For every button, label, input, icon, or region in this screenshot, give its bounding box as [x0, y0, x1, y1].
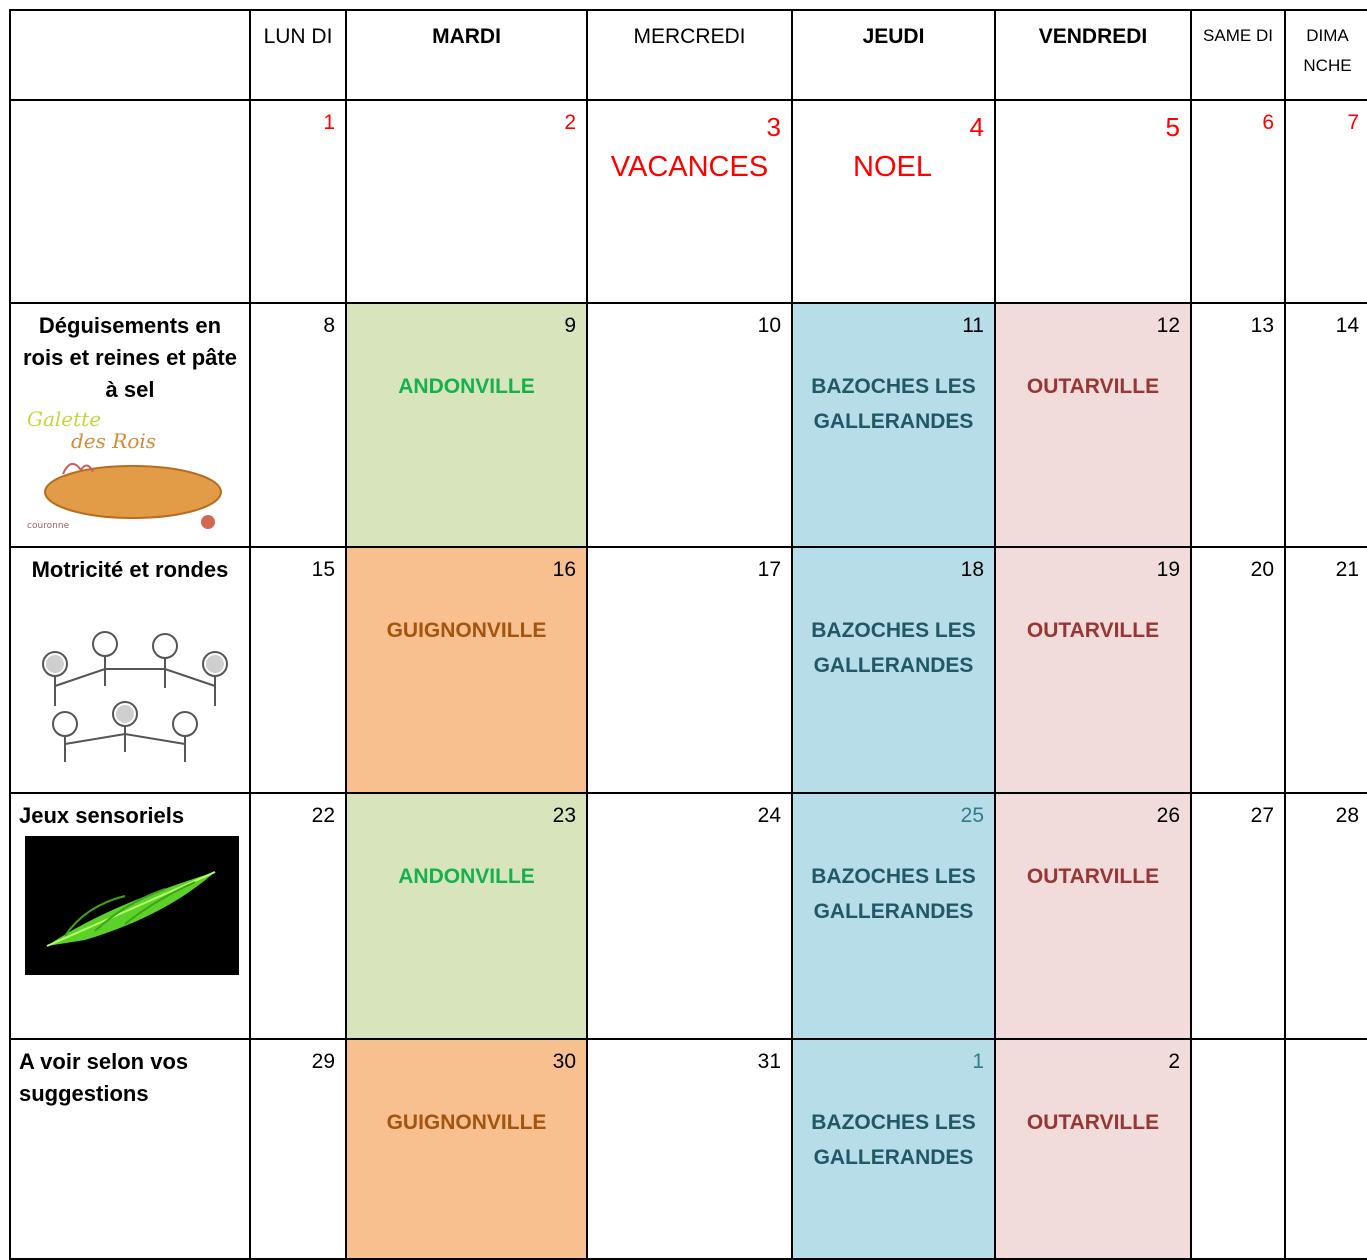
- day-number: 1: [972, 1050, 984, 1073]
- day-cell: [1191, 100, 1285, 303]
- day-cell: [250, 100, 346, 303]
- day-cell: [250, 1039, 346, 1259]
- day-cell: [587, 100, 792, 303]
- day-label: MERCREDI: [633, 25, 746, 48]
- header-tuesday: [346, 10, 587, 100]
- day-number: 14: [1335, 314, 1359, 337]
- day-cell: [1285, 1039, 1367, 1259]
- day-number: 17: [757, 558, 781, 581]
- day-number: 31: [757, 1050, 781, 1073]
- day-number: 2: [564, 111, 576, 134]
- week-row-3: [10, 547, 1367, 793]
- round-dance-illustration: [25, 624, 239, 784]
- header-friday: [995, 10, 1191, 100]
- day-cell: [346, 100, 587, 303]
- week-row-2: [10, 303, 1367, 547]
- theme-title: A voir selon vos suggestions: [19, 1049, 189, 1106]
- day-number: 6: [1262, 111, 1274, 134]
- header-sunday: [1285, 10, 1367, 100]
- day-label: DIMA NCHE: [1303, 26, 1352, 75]
- day-cell: [1285, 100, 1367, 303]
- day-cell-andonville: [346, 303, 587, 547]
- theme-title: Jeux sensoriels: [19, 803, 185, 828]
- location-label: OUTARVILLE: [1026, 865, 1160, 888]
- day-cell-andonville: [346, 793, 587, 1039]
- week-row-5: [10, 1039, 1367, 1259]
- day-cell-outarville: [995, 793, 1191, 1039]
- week-row-1: [10, 100, 1367, 303]
- day-cell: [1285, 547, 1367, 793]
- theme-title: Déguisements en rois et reines et pâte à sel: [23, 313, 237, 402]
- day-number: 20: [1250, 558, 1274, 581]
- header-saturday: [1191, 10, 1285, 100]
- day-number: 1: [323, 111, 335, 134]
- day-number: 18: [960, 558, 984, 581]
- location-label: BAZOCHES LES GALLERANDES: [811, 619, 976, 677]
- location-label: GUIGNONVILLE: [386, 619, 547, 642]
- day-cell-outarville: [995, 547, 1191, 793]
- day-number: 10: [757, 314, 781, 337]
- day-cell: [587, 303, 792, 547]
- svg-text:Galette: Galette: [27, 407, 102, 431]
- day-number: 5: [1165, 112, 1180, 142]
- corner-cell: [10, 10, 250, 100]
- day-number: 12: [1156, 314, 1180, 337]
- day-number: 9: [564, 314, 576, 337]
- day-cell: [250, 547, 346, 793]
- day-cell-outarville: [995, 303, 1191, 547]
- day-number: 27: [1250, 804, 1274, 827]
- day-number: 26: [1156, 804, 1180, 827]
- header-monday: [250, 10, 346, 100]
- day-cell-outarville: [995, 1039, 1191, 1259]
- day-cell: [1285, 793, 1367, 1039]
- day-cell: [587, 547, 792, 793]
- day-cell: [587, 1039, 792, 1259]
- location-label: GUIGNONVILLE: [386, 1111, 547, 1134]
- day-number: 23: [552, 804, 576, 827]
- location-label: BAZOCHES LES GALLERANDES: [811, 1111, 976, 1169]
- day-number: 4: [969, 112, 984, 142]
- day-number: 16: [552, 558, 576, 581]
- day-number: 30: [552, 1050, 576, 1073]
- theme-title: Motricité et rondes: [31, 557, 229, 582]
- header-row: [10, 10, 1367, 100]
- header-thursday: [792, 10, 995, 100]
- theme-cell: [10, 100, 250, 303]
- day-cell: [1285, 303, 1367, 547]
- day-label: LUN DI: [263, 25, 333, 48]
- day-cell-guignonville: [346, 1039, 587, 1259]
- day-cell: [995, 100, 1191, 303]
- day-cell: [587, 793, 792, 1039]
- svg-text:des Rois: des Rois: [71, 429, 157, 453]
- day-cell: [1191, 1039, 1285, 1259]
- svg-text:couronne: couronne: [27, 521, 70, 531]
- location-label: OUTARVILLE: [1026, 619, 1160, 642]
- day-label: VENDREDI: [1038, 25, 1148, 48]
- theme-cell: [10, 793, 250, 1039]
- day-label: MARDI: [432, 25, 501, 48]
- day-cell-bazoches: [792, 1039, 995, 1259]
- day-cell: [1191, 793, 1285, 1039]
- day-cell: [792, 100, 995, 303]
- day-number: 11: [962, 314, 984, 337]
- day-cell-bazoches: [792, 547, 995, 793]
- day-number: 2: [1168, 1050, 1180, 1073]
- day-cell-guignonville: [346, 547, 587, 793]
- day-number: 19: [1156, 558, 1180, 581]
- monthly-calendar: [9, 9, 1367, 1260]
- day-number: 28: [1335, 804, 1359, 827]
- feather-illustration: [25, 836, 239, 975]
- day-cell: [250, 303, 346, 547]
- day-cell: [1191, 547, 1285, 793]
- day-number: 3: [766, 112, 781, 142]
- theme-cell: [10, 303, 250, 547]
- holiday-label-vacances: VACANCES: [610, 151, 769, 183]
- theme-cell: [10, 1039, 250, 1259]
- location-label: BAZOCHES LES GALLERANDES: [811, 865, 976, 923]
- location-label: OUTARVILLE: [1026, 1111, 1160, 1134]
- galette-illustration: [23, 404, 223, 536]
- day-number: 24: [757, 804, 781, 827]
- holiday-label-noel: NOEL: [853, 151, 932, 183]
- day-cell: [1191, 303, 1285, 547]
- day-number: 13: [1250, 314, 1274, 337]
- day-label: JEUDI: [862, 25, 925, 48]
- location-label: ANDONVILLE: [398, 375, 535, 398]
- header-wednesday: [587, 10, 792, 100]
- day-cell-bazoches: [792, 793, 995, 1039]
- day-number: 22: [311, 804, 335, 827]
- day-number: 25: [960, 804, 984, 827]
- week-row-4: [10, 793, 1367, 1039]
- day-number: 29: [311, 1050, 335, 1073]
- day-cell-bazoches: [792, 303, 995, 547]
- location-label: BAZOCHES LES GALLERANDES: [811, 375, 976, 433]
- day-number: 15: [311, 558, 335, 581]
- day-label: SAME DI: [1203, 26, 1273, 45]
- day-number: 8: [323, 314, 335, 337]
- day-cell: [250, 793, 346, 1039]
- day-number: 21: [1335, 558, 1359, 581]
- theme-cell: [10, 547, 250, 793]
- location-label: ANDONVILLE: [398, 865, 535, 888]
- day-number: 7: [1347, 111, 1359, 134]
- location-label: OUTARVILLE: [1026, 375, 1160, 398]
